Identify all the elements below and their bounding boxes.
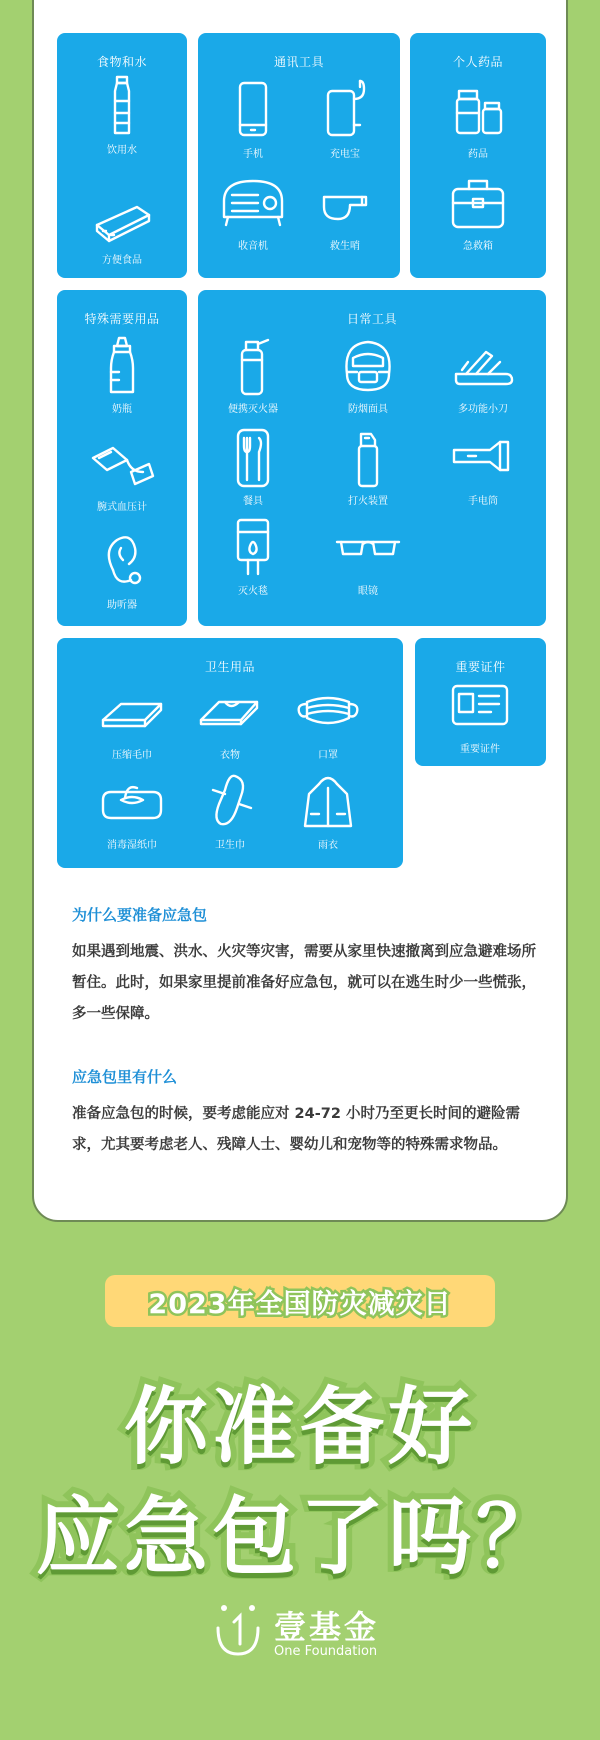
one-foundation-logo — [210, 1598, 410, 1668]
item-label: 餐具 — [243, 496, 263, 507]
instant-food-icon — [87, 185, 157, 247]
item-label: 方便食品 — [102, 255, 142, 266]
box-title: 个人药品 — [452, 55, 503, 69]
headline-line-1: 你准备好 — [123, 1378, 476, 1476]
item-label: 消毒湿纸巾 — [107, 840, 157, 851]
item-label: 充电宝 — [330, 149, 360, 160]
raincoat-icon — [293, 770, 363, 832]
item-label: 打火装置 — [348, 496, 388, 507]
banner-text: 2023年全国防灾减灾日 — [148, 1288, 452, 1320]
headline-line-2: 应急包了吗？ — [35, 1488, 564, 1586]
id-card-icon — [445, 674, 515, 736]
item-label: 急救箱 — [463, 241, 493, 252]
item-compressed-towel — [77, 680, 187, 761]
box-title: 重要证件 — [455, 660, 506, 674]
item-whistle — [290, 171, 400, 252]
box-title: 卫生用品 — [204, 660, 255, 674]
item-power-bank — [290, 79, 400, 160]
smile-logo-icon — [210, 1598, 266, 1660]
item-blood-pressure-monitor — [67, 432, 177, 513]
item-label: 药品 — [468, 149, 488, 160]
hearing-aid-icon — [87, 530, 157, 592]
item-label: 收音机 — [238, 241, 268, 252]
compressed-towel-icon — [97, 680, 167, 742]
item-glasses — [313, 516, 423, 597]
section-what — [72, 1066, 542, 1161]
item-baby-bottle — [67, 334, 177, 415]
item-label: 助听器 — [107, 600, 137, 611]
first-aid-kit-icon — [443, 171, 513, 233]
box-title: 食物和水 — [96, 55, 147, 69]
fire-extinguisher-icon — [218, 334, 288, 396]
box-special-needs — [57, 290, 187, 626]
box-title: 特殊需要用品 — [84, 312, 160, 326]
item-label: 手机 — [243, 149, 263, 160]
logo-chinese-name: 壹基金 — [274, 1608, 380, 1646]
baby-bottle-icon — [87, 334, 157, 396]
item-label: 压缩毛巾 — [112, 750, 152, 761]
tableware-icon — [218, 426, 288, 488]
item-disinfecting-wipes — [77, 770, 187, 851]
glasses-icon — [333, 516, 403, 578]
item-instant-food — [67, 185, 177, 266]
fire-blanket-icon — [218, 516, 288, 578]
item-hearing-aid — [67, 530, 177, 611]
section-body: 准备应急包的时候，要考虑能应对 24-72 小时乃至更长时间的避险需求，尤其要考虑老人、残障人士、婴幼儿和宠物等的特殊需求物品。 — [72, 1106, 520, 1153]
box-daily-tools — [198, 290, 546, 626]
item-label: 多功能小刀 — [458, 404, 508, 415]
date-banner — [105, 1275, 495, 1327]
smoke-mask-icon — [333, 334, 403, 396]
item-label: 口罩 — [318, 750, 338, 761]
lighter-icon — [333, 426, 403, 488]
whistle-icon — [310, 171, 380, 233]
box-communication — [198, 33, 400, 278]
item-first-aid-kit — [423, 171, 533, 252]
box-medicine — [410, 33, 546, 278]
item-medicine — [423, 79, 533, 160]
item-lighter — [313, 426, 423, 507]
item-documents — [425, 674, 535, 755]
item-label: 便携灭火器 — [228, 404, 278, 415]
item-raincoat — [273, 770, 383, 851]
item-face-mask — [273, 680, 383, 761]
item-fire-blanket — [198, 516, 308, 597]
item-label: 腕式血压计 — [97, 502, 147, 513]
medicine-icon — [443, 79, 513, 141]
box-food-water — [57, 33, 187, 278]
item-flashlight — [428, 426, 538, 507]
item-smoke-mask — [313, 334, 423, 415]
item-label: 手电筒 — [468, 496, 498, 507]
disinfecting-wipes-icon — [97, 770, 167, 832]
item-label: 饮用水 — [107, 145, 137, 156]
item-tableware — [198, 426, 308, 507]
item-clothing — [175, 680, 285, 761]
item-label: 卫生巾 — [215, 840, 245, 851]
flashlight-icon — [448, 426, 518, 488]
water-bottle-icon — [87, 75, 157, 137]
item-label: 防烟面具 — [348, 404, 388, 415]
phone-icon — [218, 79, 288, 141]
sanitary-pad-icon — [195, 770, 265, 832]
item-label: 救生哨 — [330, 241, 360, 252]
section-why — [72, 904, 542, 1030]
item-sanitary-pad — [175, 770, 285, 851]
item-label: 眼镜 — [358, 586, 378, 597]
multi-tool-icon — [448, 334, 518, 396]
radio-icon — [218, 171, 288, 233]
item-label: 奶瓶 — [112, 404, 132, 415]
blood-pressure-monitor-icon — [87, 432, 157, 494]
box-title: 通讯工具 — [273, 55, 324, 69]
box-documents — [415, 638, 546, 766]
item-label: 灭火毯 — [238, 586, 268, 597]
face-mask-icon — [293, 680, 363, 742]
power-bank-icon — [310, 79, 380, 141]
box-hygiene — [57, 638, 403, 868]
item-label: 雨衣 — [318, 840, 338, 851]
section-title: 为什么要准备应急包 — [72, 906, 208, 924]
section-body: 如果遇到地震、洪水、火灾等灾害，需要从家里快速撤离到应急避难场所暂住。此时，如果家里提前准备好应急包，就可以在逃生时少一些慌张，多一些保障。 — [72, 944, 536, 1022]
item-fire-extinguisher — [198, 334, 308, 415]
item-label: 重要证件 — [460, 744, 500, 755]
item-multi-tool — [428, 334, 538, 415]
item-water — [67, 75, 177, 156]
logo-english-name: One Foundation — [274, 1644, 378, 1659]
item-label: 衣物 — [220, 750, 240, 761]
section-title: 应急包里有什么 — [72, 1068, 178, 1086]
box-title: 日常工具 — [346, 312, 397, 326]
clothing-icon — [195, 680, 265, 742]
